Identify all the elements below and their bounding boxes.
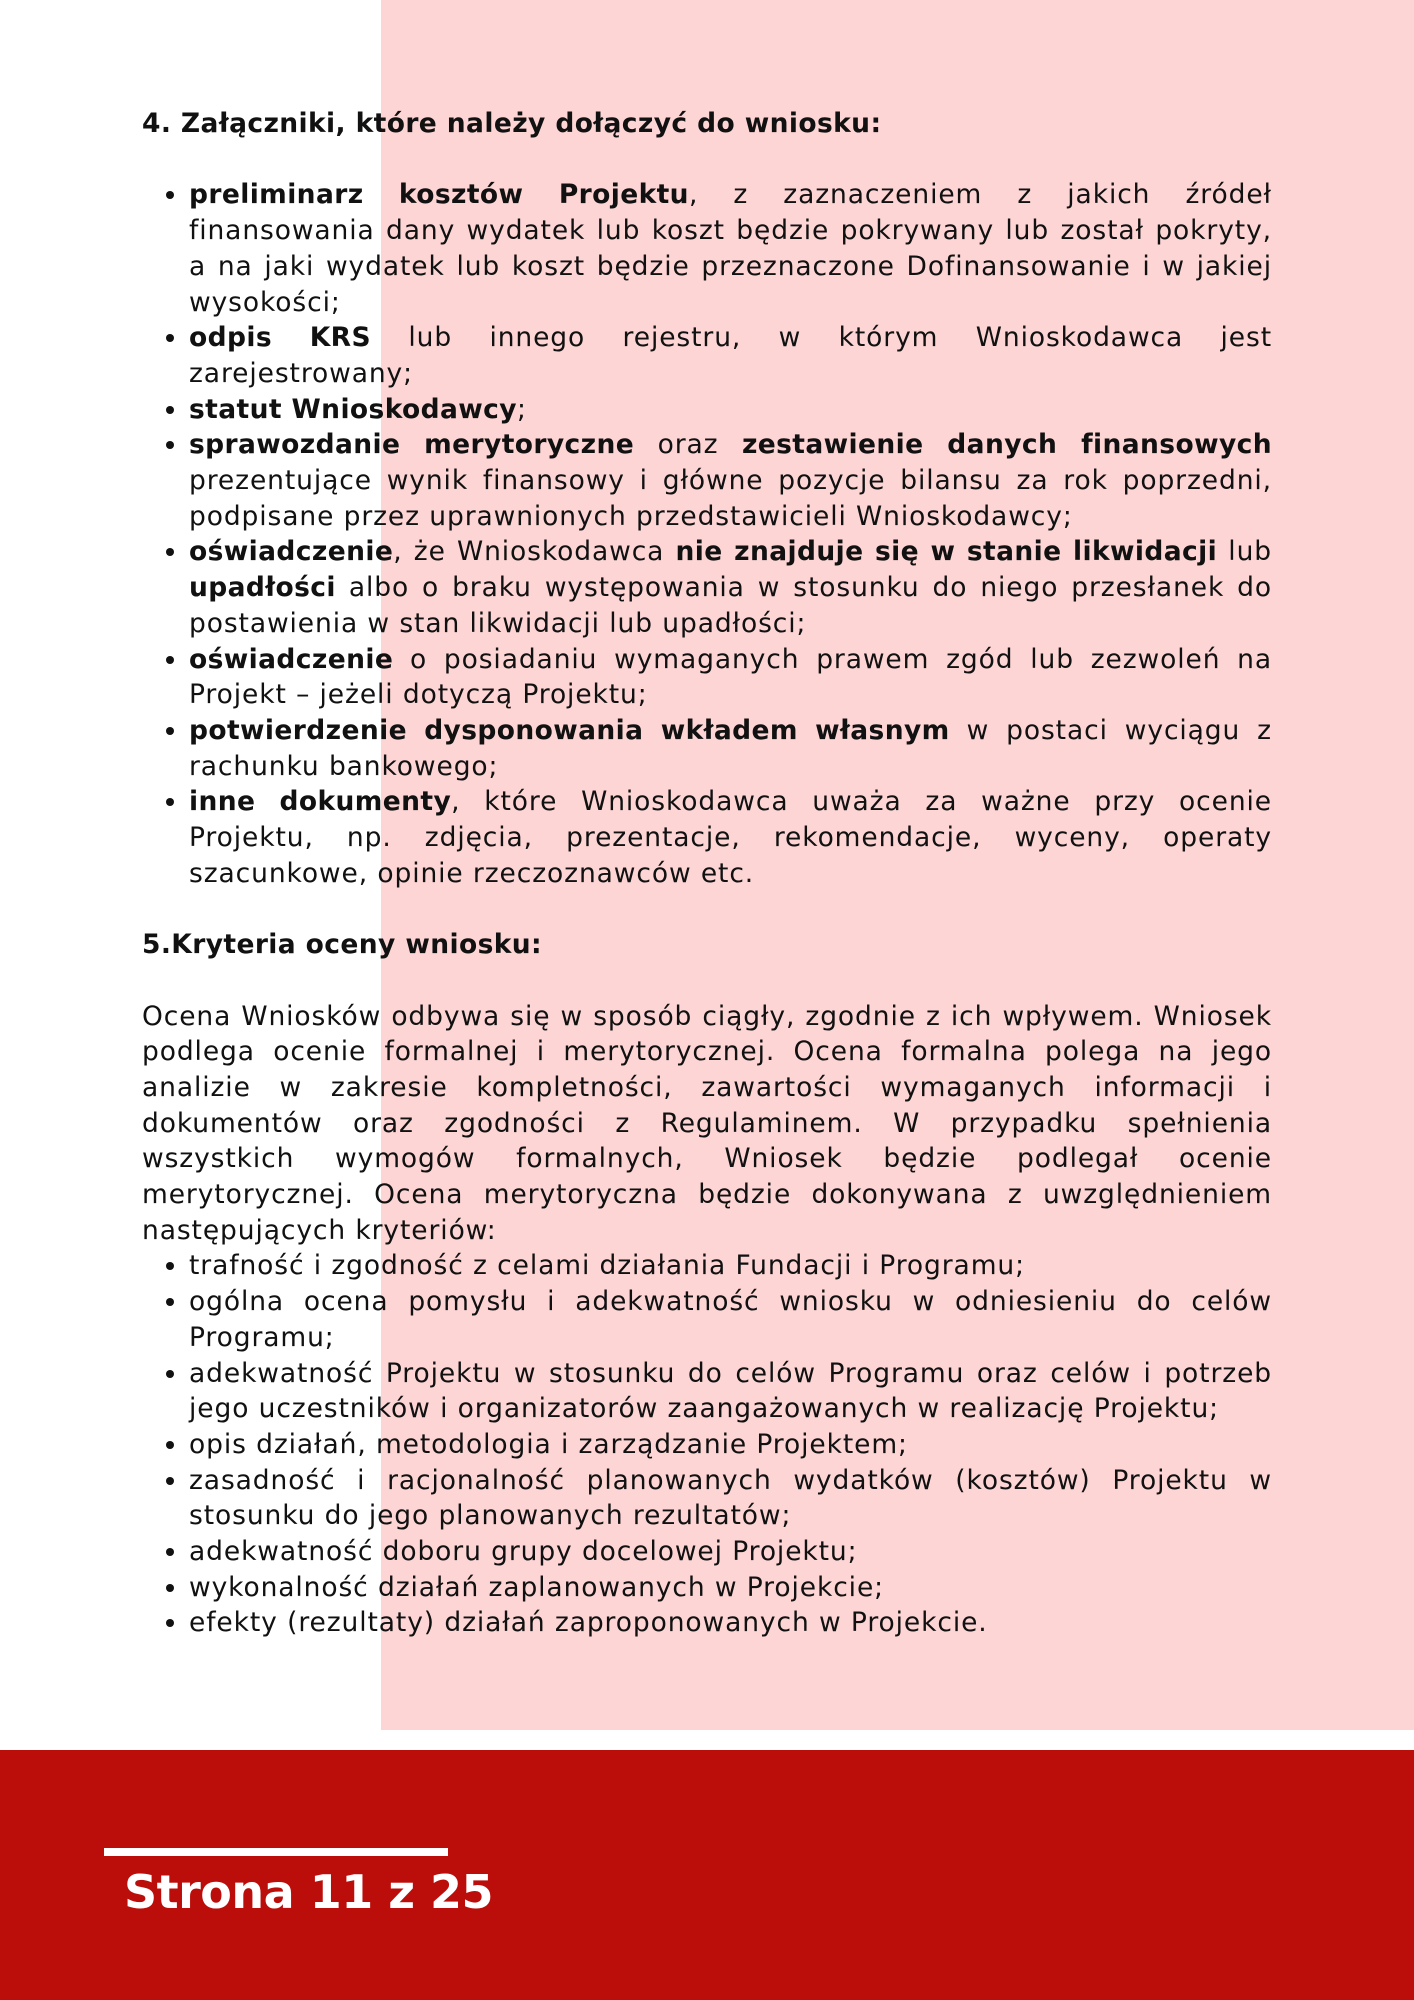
list-item (189, 713, 1272, 784)
list-item: • ogólna ocena pomysłu i adekwatność wniosku w odniesieniu do celów Programu; (189, 1284, 1272, 1355)
list-item (189, 177, 1272, 320)
list-item: • opis działań, metodologia i zarządzanie Projektem; (189, 1427, 1272, 1463)
list-item: • wykonalność działań zaplanowanych w Projekcie; (189, 1570, 1272, 1606)
list-item (189, 642, 1272, 713)
footer-divider (104, 1848, 448, 1856)
item-bold: potwierdzenie dysponowania wkładem własnym (189, 714, 950, 746)
list-item (189, 320, 1272, 391)
list-item: • adekwatność doboru grupy docelowej Projektu; (189, 1534, 1272, 1570)
list-item: • trafność i zgodność z celami działania Fundacji i Programu; (189, 1248, 1272, 1284)
section-5-heading: 5.Kryteria oceny wniosku: (142, 929, 543, 961)
page-number: Strona 11 z 25 (124, 1865, 494, 1919)
item-bold: upadłości (189, 572, 336, 604)
item-text: , z zaznaczeniem z jakich źródeł finansowania dany wydatek lub koszt będzie pokrywany lub został pokryty, a na jaki wydatek lub koszt będzie przeznaczone Dofinansowanie i w jakiej wysokości; (189, 179, 1272, 318)
item-text: prezentujące wynik finansowy i główne pozycje bilansu za rok poprzedni, podpisane przez uprawnionych przedstawicieli Wnioskodawcy; (189, 465, 1272, 532)
list-item (189, 784, 1272, 891)
document-body (142, 106, 1272, 1641)
item-text: lub innego rejestru, w którym Wnioskodawca jest zarejestrowany; (189, 322, 1272, 389)
item-bold: inne dokumenty (189, 786, 452, 818)
criteria-list (142, 1248, 1272, 1641)
list-item: • adekwatność Projektu w stosunku do celów Programu oraz celów i potrzeb jego uczestników i organizatorów zaangażowanych w realizację Projektu; (189, 1356, 1272, 1427)
item-bold: statut Wnioskodawcy (189, 393, 517, 425)
item-bold: odpis KRS (189, 322, 371, 354)
item-text: w postaci wyciągu z rachunku bankowego; (189, 714, 1272, 782)
item-text: oraz (634, 429, 742, 461)
list-item (189, 534, 1272, 641)
list-item: • efekty (rezultaty) działań zaproponowanych w Projekcie. (189, 1605, 1272, 1641)
item-text: albo o braku występowania w stosunku do niego przesłanek do postawienia w stan likwidacji lub upadłości; (189, 572, 1272, 639)
item-text: o posiadaniu wymaganych prawem zgód lub zezwoleń na Projekt – jeżeli dotyczą Projektu; (189, 643, 1272, 711)
item-text: ; (516, 393, 527, 425)
list-item (189, 392, 1272, 428)
item-text: , które Wnioskodawca uważa za ważne przy ocenie Projektu, np. zdjęcia, prezentacje, rekomendacje, wyceny, operaty szacunkowe, opinie rzeczoznawców etc. (189, 786, 1272, 889)
list-item: • zasadność i racjonalność planowanych wydatków (kosztów) Projektu w stosunku do jego planowanych rezultatów; (189, 1463, 1272, 1534)
item-bold: zestawienie danych finansowych (741, 429, 1273, 461)
item-text: , że Wnioskodawca (393, 536, 676, 568)
list-item (189, 427, 1272, 534)
evaluation-paragraph: Ocena Wniosków odbywa się w sposób ciągły, zgodnie z ich wpływem. Wniosek podlega ocenie formalnej i merytorycznej. Ocena formalna polega na jego analizie w zakresie kompletności, zawartości wymaganych informacji i dokumentów oraz zgodności z Regulaminem. W przypadku spełnienia wszystkich wymogów formalnych, Wniosek będzie podlegał ocenie merytorycznej. Ocena merytoryczna będzie dokonywana z uwzględnieniem następujących kryteriów: (142, 1000, 1272, 1246)
attachments-list (142, 177, 1272, 891)
item-bold: oświadczenie (189, 536, 394, 568)
page-footer (0, 1750, 1414, 2000)
item-bold: nie znajduje się w stanie likwidacji (675, 536, 1218, 568)
item-bold: oświadczenie (189, 643, 394, 675)
section-4-heading: 4. Załączniki, które należy dołączyć do wniosku: (142, 108, 882, 139)
item-bold: sprawozdanie merytoryczne (189, 429, 635, 461)
item-bold: preliminarz kosztów Projektu (189, 179, 689, 211)
item-text: lub (1217, 536, 1272, 568)
